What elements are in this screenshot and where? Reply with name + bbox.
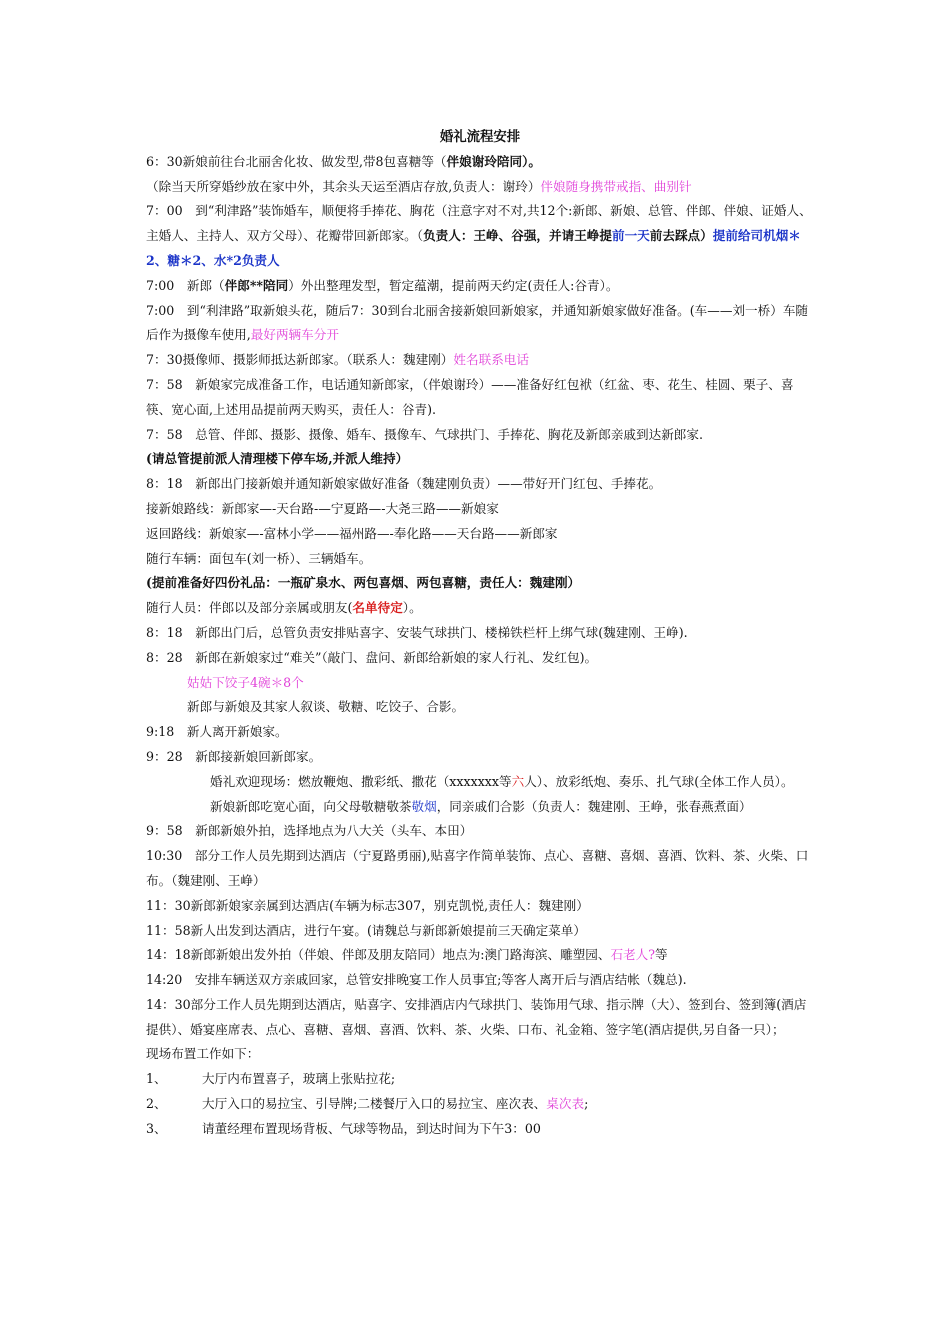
- list-item: 1、 大厅内布置喜子，玻璃上张贴拉花;: [146, 1071, 396, 1087]
- line-0758-bride-home: 7：58 新娘家完成准备工作，电话通知新郎家，（伴娘谢玲）——准备好红包袱（红盆、枣、花生、桂圆、栗子、喜筷、宽心面,上述用品提前两天购买，责任人：谷青).: [146, 376, 794, 417]
- line-1418-photo: 14：18新郎新娘出发外拍（伴娘、伴郎及朋友陪同）地点为:澳门路海滨、雕塑园、石老人?等: [146, 947, 668, 963]
- line-setup-heading: 现场布置工作如下：: [146, 1046, 260, 1062]
- list-item: 3、 请董经理布置现场背板、气球等物品，到达时间为下午3：00: [146, 1120, 541, 1136]
- line-pickup-route: 接新娘路线：新郎家—-天台路-—宁夏路—-大尧三路——新娘家: [146, 500, 499, 516]
- list-item: 2、 大厅入口的易拉宝、引导牌;二楼餐厅入口的易拉宝、座次表、桌次表;: [146, 1096, 589, 1112]
- document-body: [146, 125, 814, 1142]
- line-companions: 随行人员：伴郎以及部分亲属或朋友(名单待定）。: [146, 600, 422, 616]
- line-1420-send-home: 14:20 安排车辆送双方亲戚回家，总管安排晚宴工作人员事宜;等客人离开后与酒店结帐（魏总).: [146, 972, 687, 988]
- line-0828-challenge: 8：28 新郎在新娘家过“难关”（敲门、盘问、新郎给新娘的家人行礼、发红包)。: [146, 649, 598, 665]
- line-0700-bride-headflower: 7:00 到“利津路”取新娘头花，随后7：30到台北丽舍接新娘回新娘家，并通知新娘家做好准备。(车——刘一桥）车随后作为摄像车使用,最好两辆车分开: [146, 302, 809, 343]
- line-parking-note: (请总管提前派人清理楼下停车场,并派人维持）: [146, 451, 409, 467]
- line-0758-groom-home: 7：58 总管、伴郎、摄影、摄像、婚车、摄像车、气球拱门、手捧花、胸花及新郎亲戚到达新郎家.: [146, 426, 703, 442]
- line-dress-storage: （除当天所穿婚纱放在家中外，其余头天运至酒店存放,负责人：谢玲）伴娘随身携带戒指、曲别针: [146, 178, 692, 194]
- document-title: 婚礼流程安排: [439, 129, 521, 145]
- line-vehicles: 随行车辆：面包车(刘一桥）、三辆婚车。: [146, 550, 372, 566]
- line-return-route: 返回路线：新娘家—-富林小学——福州路—-奉化路——天台路——新郎家: [146, 525, 558, 541]
- line-0918-leave: 9:18 新人离开新娘家。: [146, 724, 288, 740]
- line-dumplings: 姑姑下饺子4碗＊8个: [187, 674, 304, 690]
- line-0630: 6：30新娘前往台北丽舍化妆、做发型,带8包喜糖等（伴娘谢玲陪同）。: [146, 153, 541, 169]
- line-family-chat: 新郎与新娘及其家人叙谈、敬糖、吃饺子、合影。: [187, 699, 465, 715]
- line-0928-return: 9：28 新郎接新娘回新郎家。: [146, 748, 322, 764]
- line-1130-relatives: 11：30新郎新娘家亲属到达酒店(车辆为标志307，别克凯悦,责任人：魏建刚）: [146, 897, 589, 913]
- line-gifts-note: (提前准备好四份礼品：一瓶矿泉水、两包喜烟、两包喜糖，责任人：魏建刚）: [146, 575, 581, 591]
- line-1430-hotel-setup: 14：30部分工作人员先期到达酒店，贴喜字、安排酒店内气球拱门、装饰用气球、指示牌（大）、签到台、签到簿(酒店提供）、婚宴座席表、点心、喜糖、喜烟、喜酒、饮料、茶、火柴、口布、礼金箱、签字笔(酒店提供,另自备一只）；: [146, 996, 807, 1037]
- line-0958-photo: 9：58 新郎新娘外拍，选择地点为八大关（头车、本田）: [146, 823, 473, 839]
- line-0700-car-decoration: 7：00 到“利津路”装饰婚车，顺便将手捧花、胸花（注意字对不对,共12个:新郎、新娘、总管、伴郎、伴娘、证婚人、主婚人、主持人、双方父母）、花瓣带回新郎家。（负责人：王峥、谷强，并请王峥提前一天前去踩点）提前给司机烟＊2、糖＊2、水*2负责人: [146, 203, 812, 268]
- line-noodles: 新娘新郎吃宽心面，向父母敬糖敬茶敬烟，同亲戚们合影（负责人：魏建刚、王峥，张春燕煮面）: [210, 798, 752, 814]
- line-0730-photographer: 7：30摄像师、摄影师抵达新郎家。（联系人：魏建刚）姓名联系电话: [146, 352, 529, 368]
- line-0700-groom-hair: 7:00 新郎（伴郎**陪同）外出整理发型，暂定蕴潮，提前两天约定(责任人:谷青）。: [146, 277, 619, 293]
- line-welcome-scene: 婚礼欢迎现场：燃放鞭炮、撒彩纸、撒花（xxxxxxx等六人）、放彩纸炮、奏乐、扎气球(全体工作人员）。: [210, 773, 794, 789]
- line-0818-pickup: 8：18 新郎出门接新娘并通知新娘家做好准备（魏建刚负责）——带好开门红包、手捧花。: [146, 476, 662, 492]
- line-1158-lunch: 11：58新人出发到达酒店，进行午宴。(请魏总与新郎新娘提前三天确定菜单）: [146, 922, 586, 938]
- line-0818-decoration: 8：18 新郎出门后，总管负责安排贴喜字、安装气球拱门、楼梯铁栏杆上绑气球(魏建刚、王峥).: [146, 624, 688, 640]
- line-1030-hotel-prep: 10:30 部分工作人员先期到达酒店（宁夏路勇丽),贴喜字作简单装饰、点心、喜糖、喜烟、喜酒、饮料、茶、火柴、口布。（魏建刚、王峥）: [146, 848, 809, 888]
